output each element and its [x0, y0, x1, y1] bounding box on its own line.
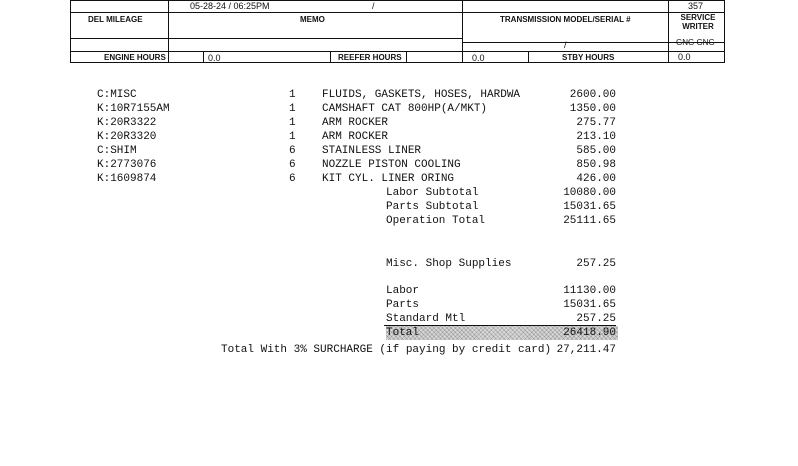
- operation-total-label: Operation Total: [386, 215, 486, 227]
- amount: 213.10: [576, 131, 616, 143]
- description: FLUIDS, GASKETS, HOSES, HARDWA: [322, 89, 521, 101]
- amount: 2600.00: [569, 89, 616, 101]
- quantity: 6: [289, 145, 296, 157]
- amount: 1350.00: [569, 103, 616, 115]
- quantity: 1: [289, 117, 296, 129]
- parts-total-label: Parts: [386, 299, 420, 311]
- parts-subtotal-label: Parts Subtotal: [386, 201, 479, 213]
- transmission-label: TRANSMISSION MODEL/SERIAL #: [500, 15, 631, 24]
- amount: 426.00: [576, 173, 616, 185]
- labor-total-amount: 11130.00: [563, 285, 616, 297]
- header-rule: [168, 0, 169, 63]
- description: KIT CYL. LINER ORING: [322, 173, 455, 185]
- misc-supplies-amount: 257.25: [576, 258, 616, 270]
- part-number: K:20R3320: [97, 131, 157, 143]
- standard-mtl-amount: 257.25: [576, 313, 616, 325]
- header-rule: [462, 0, 463, 63]
- grand-total-label: Total: [386, 327, 420, 339]
- grand-total-amount: 26418.90: [563, 327, 616, 339]
- header-rule: [528, 51, 529, 63]
- amount: 850.98: [576, 159, 616, 171]
- stby-hours-value: 0.0: [678, 52, 691, 62]
- misc-supplies-label: Misc. Shop Supplies: [386, 258, 512, 270]
- top-right-value: 357: [688, 1, 704, 11]
- part-number: K:1609874: [97, 173, 157, 185]
- description: NOZZLE PISTON COOLING: [322, 159, 461, 171]
- reefer-hours-label: REEFER HOURS: [338, 53, 402, 62]
- description: STAINLESS LINER: [322, 145, 422, 157]
- quantity: 6: [289, 173, 296, 185]
- date-time-value: 05-28-24 / 06:25PM: [190, 1, 270, 11]
- labor-total-label: Labor: [386, 285, 420, 297]
- quantity: 1: [289, 89, 296, 101]
- memo-label: MEMO: [300, 15, 325, 24]
- slash-mark: /: [564, 40, 567, 50]
- operation-total-amount: 25111.65: [563, 215, 616, 227]
- header-rule: [70, 38, 462, 39]
- part-number: C:MISC: [97, 89, 137, 101]
- quantity: 1: [289, 103, 296, 115]
- surcharge-label: Total With 3% SURCHARGE (if paying by credit card): [221, 344, 552, 356]
- header-rule: [70, 0, 71, 63]
- header-rule: [330, 51, 331, 63]
- description: ARM ROCKER: [322, 117, 389, 129]
- service-writer-label: SERVICE WRITER: [680, 13, 716, 31]
- del-mileage-label: DEL MILEAGE: [88, 15, 143, 24]
- labor-subtotal-label: Labor Subtotal: [386, 187, 479, 199]
- description: CAMSHAFT CAT 800HP(A/MKT): [322, 103, 488, 115]
- engine-hours-value: 0.0: [208, 53, 221, 63]
- amount: 585.00: [576, 145, 616, 157]
- amount: 275.77: [576, 117, 616, 129]
- labor-subtotal-amount: 10080.00: [563, 187, 616, 199]
- standard-mtl-label: Standard Mtl: [386, 313, 466, 325]
- stby-hours-label: STBY HOURS: [562, 53, 615, 62]
- header-rule: [203, 51, 204, 63]
- slash-mark: /: [372, 1, 375, 11]
- reefer-hours-value: 0.0: [472, 53, 485, 63]
- header-rule: [668, 0, 669, 63]
- quantity: 6: [289, 159, 296, 171]
- surcharge-amount: 27,211.47: [556, 344, 616, 356]
- header-rule: [724, 0, 725, 63]
- service-writer-value: GNG GNG: [676, 38, 715, 47]
- part-number: K:2773076: [97, 159, 157, 171]
- parts-total-amount: 15031.65: [563, 299, 616, 311]
- quantity: 1: [289, 131, 296, 143]
- engine-hours-label: ENGINE HOURS: [104, 53, 166, 62]
- part-number: K:20R3322: [97, 117, 157, 129]
- parts-subtotal-amount: 15031.65: [563, 201, 616, 213]
- header-rule: [406, 51, 407, 63]
- part-number: K:10R7155AM: [97, 103, 170, 115]
- part-number: C:SHIM: [97, 145, 137, 157]
- description: ARM ROCKER: [322, 131, 389, 143]
